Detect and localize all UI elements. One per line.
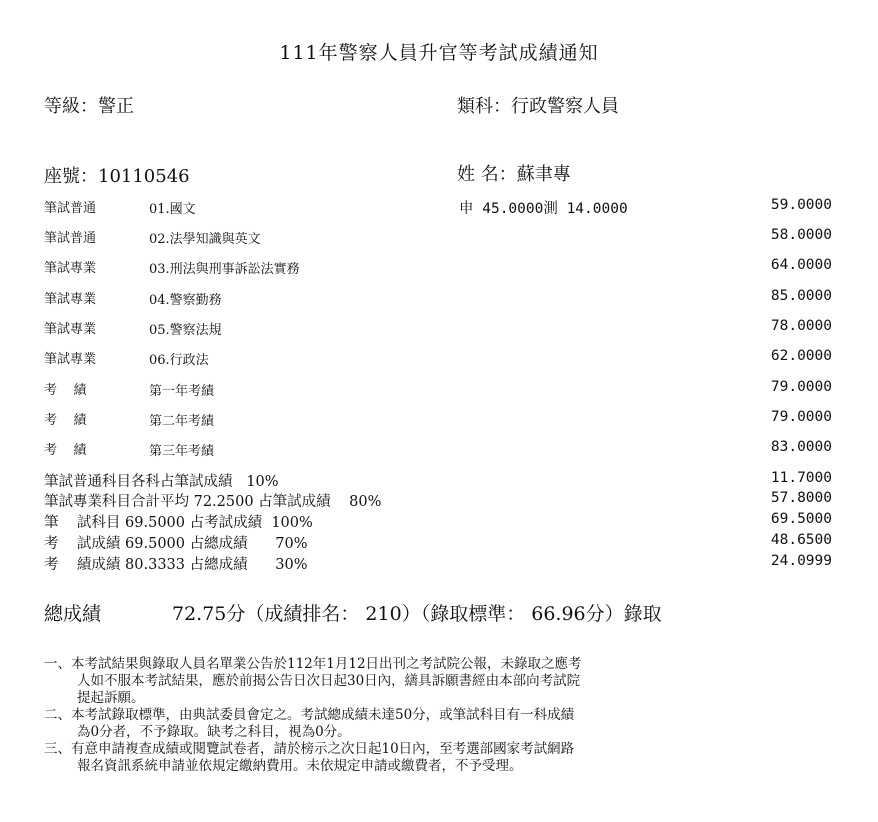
summary-score: 11.7000 [770, 470, 832, 486]
subject-type: 考 績 [44, 383, 87, 398]
subject-name: 03.刑法與刑事訴訟法實務 [149, 262, 300, 277]
category-label: 類科：行政警察人員 [457, 96, 619, 117]
subject-name: 第一年考績 [149, 384, 215, 399]
summary-score: 48.6500 [770, 532, 832, 548]
note-line: 為0分者，不予錄取。缺考之科目，視為0分。 [77, 724, 351, 740]
subject-type: 考 績 [44, 413, 87, 428]
total-label: 總成績 [44, 603, 102, 625]
note-line: 人如不服本考試結果，應於前揭公告日次日起30日內，繕具訴願書經由本部向考試院 [77, 673, 581, 689]
subject-score: 79.0000 [770, 409, 832, 425]
note-line: 二、本考試錄取標準，由典試委員會定之。考試總成績未達50分，或筆試科目有一科成績 [44, 707, 575, 723]
summary-label: 筆試普通科目各科占筆試成績 10% [44, 474, 279, 490]
note-line: 一、本考試結果與錄取人員名單業公告於112年1月12日出刊之考試院公報，未錄取之應考 [44, 656, 582, 672]
summary-score: 57.8000 [770, 490, 832, 506]
page-title: 111年警察人員升官等考試成績通知 [279, 42, 599, 64]
subject-name: 02.法學知識與英文 [149, 232, 261, 247]
grade-label: 等級：警正 [44, 96, 134, 117]
seat-number: 座號：10110546 [44, 166, 190, 187]
subject-type: 筆試專業 [44, 261, 97, 276]
subject-score: 62.0000 [770, 348, 832, 364]
subject-name: 06.行政法 [149, 353, 209, 368]
notes-section [44, 656, 582, 775]
subject-score: 64.0000 [770, 257, 832, 273]
subject-score: 59.0000 [770, 197, 832, 213]
subject-type: 考 績 [44, 443, 87, 458]
extra-scores: 申 45.0000測 14.0000 [459, 201, 628, 217]
total-result: 72.75分（成績排名： 210）（錄取標準： 66.96分）錄取 [172, 603, 662, 625]
note-line: 三、有意申請複查成績或閱覽試卷者，請於榜示之次日起10日內，至考選部國家考試網路 [44, 741, 575, 757]
summary-label: 考 試成績 69.5000 占總成績 70% [44, 536, 308, 552]
note-line: 提起訴願。 [77, 690, 145, 706]
subject-score: 58.0000 [770, 227, 832, 243]
subject-type: 筆試普通 [44, 201, 97, 216]
note-line: 報名資訊系統申請並依規定繳納費用。未依規定申請或繳費者，不予受理。 [77, 758, 523, 774]
summary-label: 筆試專業科目合計平均 72.2500 占筆試成績 80% [44, 494, 382, 510]
subject-score: 85.0000 [770, 288, 832, 304]
summary-label: 筆 試科目 69.5000 占考試成績 100% [44, 515, 313, 531]
subject-type: 筆試專業 [44, 352, 97, 367]
subject-name: 04.警察勤務 [149, 293, 222, 308]
subject-type: 筆試普通 [44, 231, 97, 246]
subject-score: 83.0000 [770, 439, 832, 455]
summary-score: 24.0999 [770, 553, 832, 569]
summary-label: 考 績成績 80.3333 占總成績 30% [44, 557, 308, 573]
candidate-name: 姓 名：蘇聿專 [457, 164, 571, 185]
subject-type: 筆試專業 [44, 292, 97, 307]
summary-score: 69.5000 [770, 511, 832, 527]
subject-name: 05.警察法規 [149, 323, 222, 338]
subject-name: 第二年考績 [149, 414, 215, 429]
subject-score: 79.0000 [770, 379, 832, 395]
subject-score: 78.0000 [770, 318, 832, 334]
subject-type: 筆試專業 [44, 322, 97, 337]
subject-name: 第三年考績 [149, 444, 215, 459]
subject-name: 01.國文 [149, 202, 196, 217]
